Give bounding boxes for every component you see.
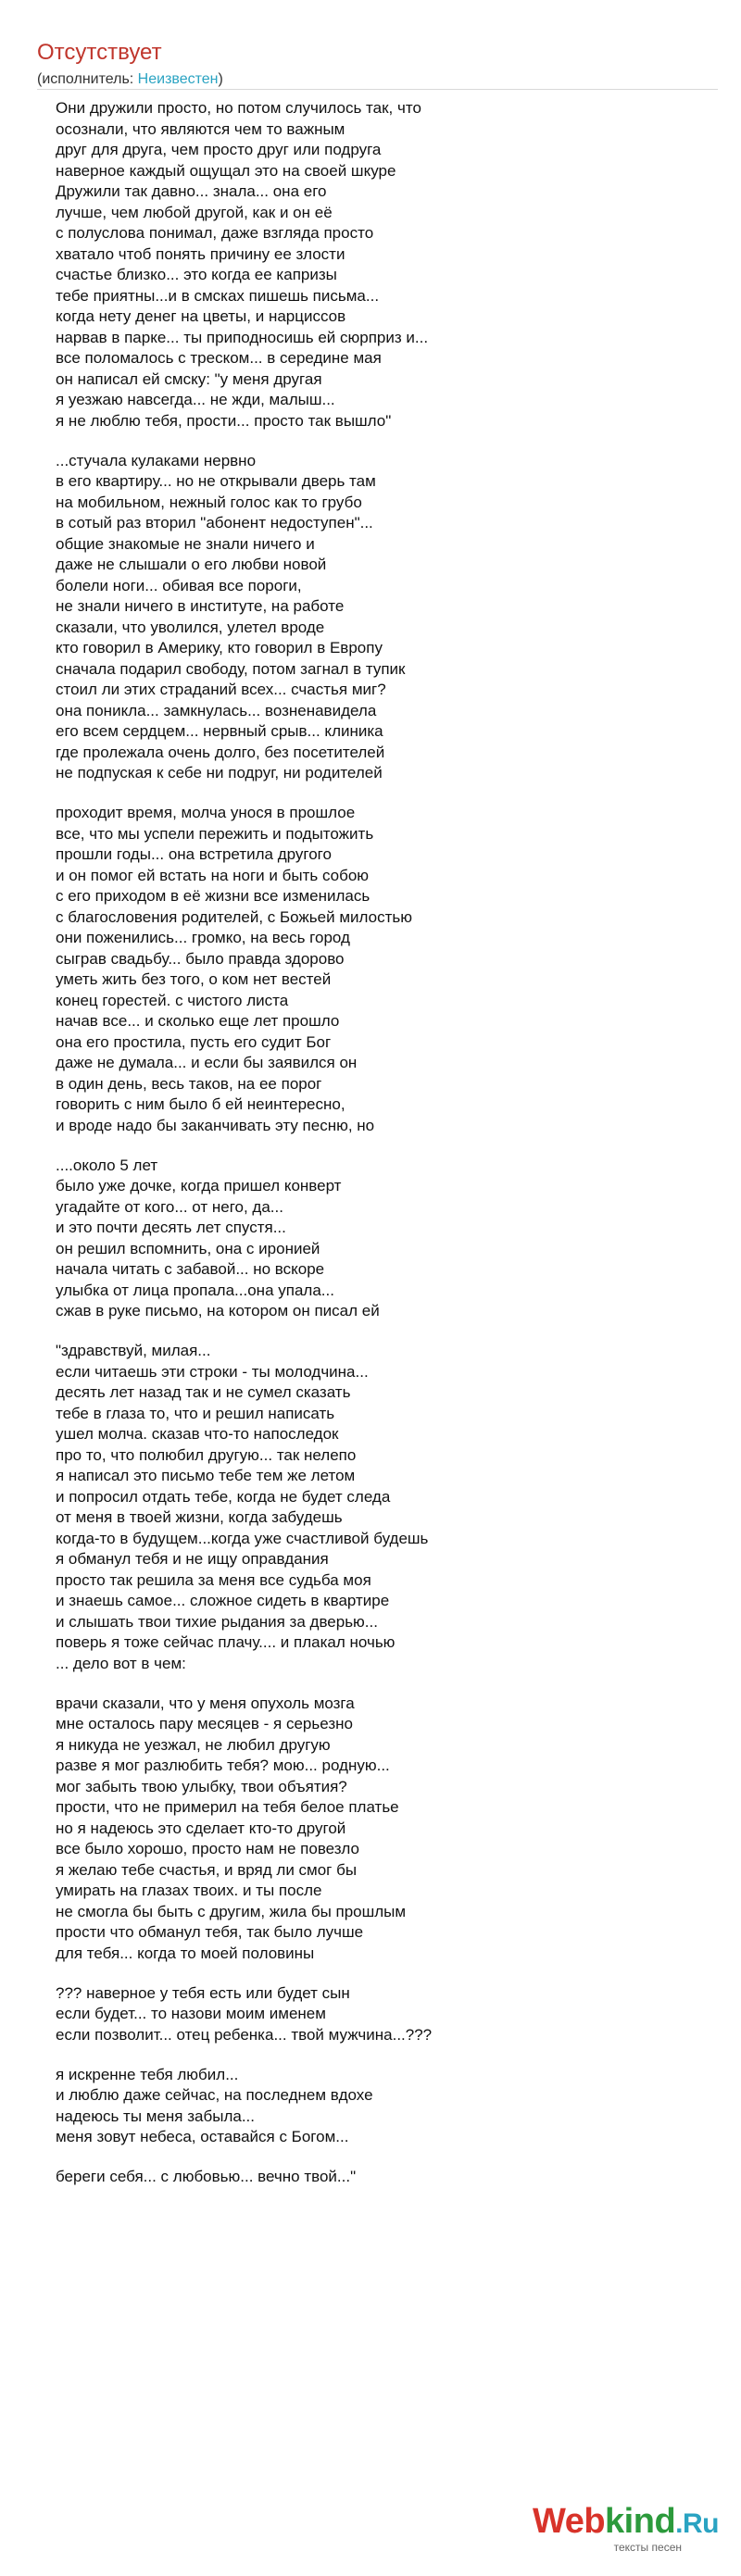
lyrics-line: мог забыть твою улыбку, твои объятия? <box>56 1777 347 1795</box>
song-title: Отсутствует <box>37 40 162 65</box>
lyrics-line: не знали ничего в институте, на работе <box>56 597 345 615</box>
lyrics-line: и он помог ей встать на ноги и быть собою <box>56 866 370 884</box>
logo-tagline: тексты песен <box>613 2541 682 2554</box>
lyrics-line: лучше, чем любой другой, как и он её <box>56 203 333 221</box>
lyrics-line: не подпуская к себе ни подруг, ни родителей <box>56 764 383 782</box>
lyrics-line: все было хорошо, просто нам не повезло <box>56 1840 359 1857</box>
logo-web: Web <box>533 2502 606 2541</box>
lyrics-line: кто говорил в Америку, кто говорил в Европу <box>56 639 383 657</box>
lyrics-line: поверь я тоже сейчас плачу.... и плакал ночью <box>56 1633 396 1651</box>
lyrics-line: друг для друга, чем просто друг или подруга <box>56 141 382 158</box>
lyrics-line: ??? наверное у тебя есть или будет сын <box>56 1983 350 2002</box>
lyrics-line: я обманул тебя и не ищу оправдания <box>56 1550 329 1568</box>
lyrics-line: угадайте от кого... от него, да... <box>56 1197 283 1216</box>
lyrics-line: нарвав в парке... ты приподносишь ей сюрприз и... <box>56 328 429 346</box>
lyrics-line: с благословения родителей, с Божьей милостью <box>56 907 412 926</box>
lyrics-line: все поломалось с треском... в середине мая <box>56 349 382 367</box>
lyrics-line: начала читать с забавой... но вскоре <box>56 1260 325 1278</box>
lyrics-line: прошли годы... она встретила другого <box>56 845 332 863</box>
lyrics-line: врачи сказали, что у меня опухоль мозга <box>56 1694 355 1712</box>
lyrics-line: десять лет назад так и не сумел сказать <box>56 1383 351 1401</box>
lyrics-line: и это почти десять лет спустя... <box>56 1219 286 1236</box>
webkind-logo[interactable] <box>533 2503 719 2554</box>
header-divider <box>37 89 718 90</box>
lyrics-line: но я надеюсь это сделает кто-то другой <box>56 1819 346 1837</box>
lyrics-stanza <box>56 1341 704 1674</box>
lyrics-line: и знаешь самое... сложное сидеть в квартире <box>56 1592 390 1609</box>
lyrics-line: я уезжаю навсегда... не жди, малыш... <box>56 391 335 408</box>
lyrics-line: общие знакомые не знали ничего и <box>56 534 315 553</box>
lyrics-line: когда нету денег на цветы, и нарциссов <box>56 307 346 325</box>
lyrics-line: я никуда не уезжал, не любил другую <box>56 1735 331 1754</box>
lyrics-line: все, что мы успели пережить и подытожить <box>56 824 374 843</box>
lyrics-line: даже не слышали о его любви новой <box>56 556 327 573</box>
lyrics-line: ... дело вот в чем: <box>56 1654 186 1672</box>
logo-kind: kind <box>605 2502 676 2541</box>
lyrics-line: начав все... и сколько еще лет прошло <box>56 1012 340 1030</box>
lyrics-line: ушел молча. сказав что-то напоследок <box>56 1425 339 1443</box>
lyrics-line: Они дружили просто, но потом случилось так, что <box>56 99 421 117</box>
lyrics-line: умирать на глазах твоих. и ты после <box>56 1882 322 1899</box>
lyrics-line: я написал это письмо тебе тем же летом <box>56 1467 356 1484</box>
lyrics-line: "здравствуй, милая... <box>56 1342 211 1359</box>
lyrics-line: с его приходом в её жизни все изменилась <box>56 887 370 905</box>
lyrics-line: счастье близко... это когда ее капризы <box>56 266 337 283</box>
artist-link[interactable]: Неизвестен <box>137 71 219 87</box>
lyrics-line: даже не думала... и если бы заявился он <box>56 1054 358 1071</box>
lyrics-line: меня зовут небеса, оставайся с Богом... <box>56 2128 349 2145</box>
lyrics-line: для тебя... когда то моей половины <box>56 1944 315 1962</box>
lyrics-line: говорить с ним было б ей неинтересно, <box>56 1095 345 1113</box>
lyrics-line: когда-то в будущем...когда уже счастливой будешь <box>56 1529 429 1547</box>
lyrics-line: я искренне тебя любил... <box>56 2065 239 2083</box>
lyrics-line: сказали, что уволился, улетел вроде <box>56 618 325 636</box>
lyrics-line: в один день, весь таков, на ее порог <box>56 1074 322 1093</box>
lyrics-line: уметь жить без того, о ком нет вестей <box>56 970 332 988</box>
lyrics-line: в его квартиру... но не открывали дверь там <box>56 472 376 490</box>
lyrics-line: разве я мог разлюбить тебя? мою... родную... <box>56 1757 390 1774</box>
lyrics-stanza <box>56 1983 704 2046</box>
lyrics-line: я не люблю тебя, прости... просто так вышло" <box>56 411 392 430</box>
lyrics-line: тебе приятны...и в смсках пишешь письма... <box>56 286 380 305</box>
lyrics-line: он написал ей смску: "у меня другая <box>56 369 322 388</box>
lyrics-line: в сотый раз вторил "абонент недоступен"... <box>56 514 373 531</box>
lyrics-line: сжав в руке письмо, на котором он писал ей <box>56 1302 380 1319</box>
lyrics-stanza <box>56 451 704 784</box>
lyrics-line: наверное каждый ощущал это на своей шкуре <box>56 161 396 180</box>
lyrics-line: он решил вспомнить, она с иронией <box>56 1239 320 1257</box>
lyrics-line: она его простила, пусть его судит Бог <box>56 1032 332 1051</box>
lyrics-line: не смогла бы быть с другим, жила бы прошлым <box>56 1902 407 1920</box>
lyrics-line: ....около 5 лет <box>56 1156 158 1174</box>
logo-ru: .Ru <box>675 2508 719 2539</box>
lyrics-line: прости что обманул тебя, так было лучше <box>56 1923 364 1941</box>
lyrics-stanza <box>56 1694 704 1965</box>
lyrics-line: сыграв свадьбу... было правда здорово <box>56 949 345 968</box>
lyrics-stanza <box>56 2167 704 2188</box>
lyrics-line: улыбка от лица пропала...она упала... <box>56 1281 334 1299</box>
lyrics-line: если читаешь эти строки - ты молодчина... <box>56 1362 369 1381</box>
lyrics-line: и попросил отдать тебе, когда не будет следа <box>56 1487 391 1506</box>
lyrics-line: сначала подарил свободу, потом загнал в тупик <box>56 659 406 678</box>
lyrics-line: где пролежала очень долго, без посетителей <box>56 743 385 761</box>
lyrics-line: и вроде надо бы заканчивать эту песню, но <box>56 1116 375 1134</box>
lyrics-line: они поженились... громко, на весь город <box>56 929 350 946</box>
lyrics-line: с полуслова понимал, даже взгляда просто <box>56 224 374 242</box>
lyrics-text <box>56 98 704 2207</box>
lyrics-line: было уже дочке, когда пришел конверт <box>56 1177 342 1194</box>
lyrics-line: конец горестей. с чистого листа <box>56 991 289 1009</box>
artist-suffix: ) <box>218 71 223 87</box>
lyrics-line: хватало чтоб понять причину ее злости <box>56 244 345 263</box>
lyrics-line: надеюсь ты меня забыла... <box>56 2107 255 2125</box>
lyrics-line: на мобильном, нежный голос как то грубо <box>56 493 362 511</box>
lyrics-line: если позволит... отец ребенка... твой мужчина...??? <box>56 2025 433 2044</box>
lyrics-stanza <box>56 803 704 1136</box>
lyrics-line: стоил ли этих страданий всех... счастья миг? <box>56 681 386 698</box>
lyrics-line: проходит время, молча унося в прошлое <box>56 804 356 821</box>
lyrics-line: она поникла... замкнулась... возненавидела <box>56 701 377 719</box>
lyrics-line: мне осталось пару месяцев - я серьезно <box>56 1715 353 1732</box>
logo-wordmark <box>533 2503 719 2543</box>
lyrics-line: про то, что полюбил другую... так нелепо <box>56 1445 357 1464</box>
lyrics-line: я желаю тебе счастья, и вряд ли смог бы <box>56 1860 358 1879</box>
artist-prefix: (исполнитель: <box>37 71 138 87</box>
lyrics-line: и слышать твои тихие рыдания за дверью... <box>56 1612 378 1631</box>
lyrics-line: от меня в твоей жизни, когда забудешь <box>56 1508 343 1526</box>
lyrics-line: тебе в глаза то, что и решил написать <box>56 1404 335 1422</box>
lyrics-stanza <box>56 2065 704 2148</box>
lyrics-line: его всем сердцем... нервный срыв... клиника <box>56 722 383 740</box>
lyrics-stanza <box>56 1156 704 1322</box>
lyrics-line: Дружили так давно... знала... она его <box>56 182 327 200</box>
song-header <box>37 39 722 89</box>
lyrics-line: болели ноги... обивая все пороги, <box>56 576 302 594</box>
lyrics-stanza <box>56 98 704 431</box>
lyrics-line: ...стучала кулаками нервно <box>56 451 257 469</box>
lyrics-line: и люблю даже сейчас, на последнем вдохе <box>56 2086 373 2104</box>
lyrics-line: просто так решила за меня все судьба моя <box>56 1570 371 1589</box>
lyrics-line: береги себя... с любовью... вечно твой..." <box>56 2168 357 2185</box>
artist-line <box>37 70 722 89</box>
lyrics-line: если будет... то назови моим именем <box>56 2005 326 2022</box>
lyrics-line: осознали, что являются чем то важным <box>56 119 345 138</box>
lyrics-line: прости, что не примерил на тебя белое платье <box>56 1798 399 1816</box>
